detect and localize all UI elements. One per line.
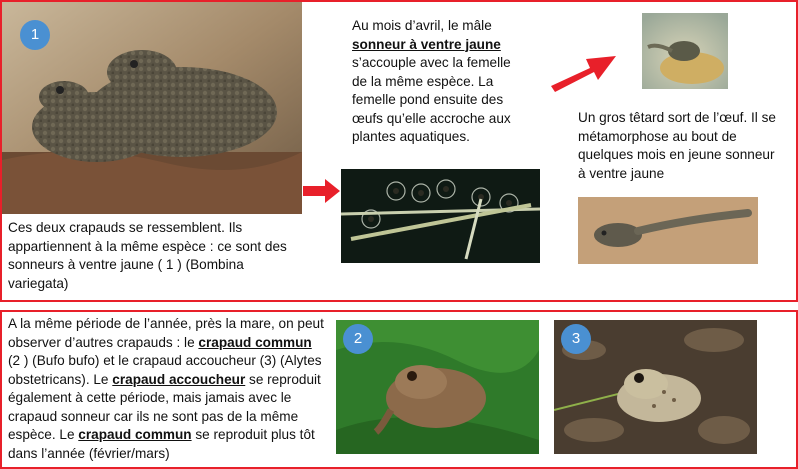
photo-tadpole-hatching — [642, 13, 728, 89]
highlight-crapaud-commun-2: crapaud commun — [78, 427, 192, 442]
photo-eggs — [341, 169, 540, 263]
badge-1: 1 — [20, 20, 50, 50]
caption-sonneur: Ces deux crapauds se ressemblent. Ils appartiennent à la même espèce : ce sont des sonneurs à ventre jaune ( 1 ) (Bombina variegata) — [8, 220, 287, 291]
highlight-crapaud-accoucheur: crapaud accoucheur — [112, 371, 246, 387]
photo-tadpole — [578, 197, 758, 264]
arrow-up-right-icon — [548, 46, 618, 94]
badge-3: 3 — [561, 324, 591, 354]
text-other-toads-4: se reproduit plus tôt dans l’année (février/mars) — [8, 427, 315, 461]
badge-2: 2 — [343, 324, 373, 354]
text-reproduction — [352, 17, 514, 147]
highlight-crapaud-commun: crapaud commun — [198, 334, 312, 350]
text-tadpole: Un gros têtard sort de l’œuf. Il se métamorphose au bout de quelques mois en jeune sonneur à ventre jaune — [578, 110, 776, 181]
arrow-right-icon — [303, 178, 341, 204]
text-other-toads-3: se reproduit également à cette période, mais jamais avec le crapaud sonneur car ils ne sont pas de la même espèce. Le — [8, 371, 321, 442]
text-reproduction-before: Au mois d’avril, le mâle — [352, 18, 492, 33]
text-other-toads — [8, 315, 324, 463]
text-other-toads-2: (2 ) (Bufo bufo) et le crapaud accoucheur (3) (Alytes obstetricans). Le — [8, 353, 322, 387]
highlight-sonneur: sonneur à ventre jaune — [352, 36, 501, 52]
text-reproduction-after: s’accouple avec la femelle de la même espèce. La femelle pond ensuite des œufs qu’elle accroche aux plantes aquatiques. — [352, 55, 511, 144]
text-other-toads-1: A la même période de l’année, près la mare, on peut observer d’autres crapauds : le — [8, 316, 324, 350]
